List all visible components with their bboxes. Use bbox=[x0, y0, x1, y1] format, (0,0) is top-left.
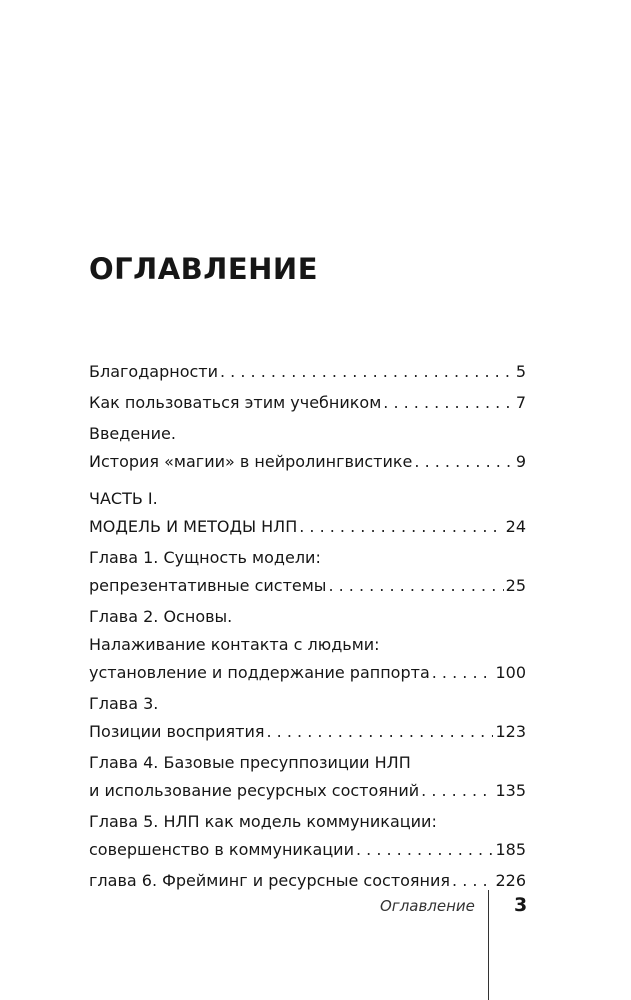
toc-entry-line: Введение. bbox=[89, 424, 176, 443]
toc-entry-page: 123 bbox=[495, 722, 526, 741]
page-title: ОГЛАВЛЕНИЕ bbox=[89, 252, 319, 286]
toc-entry-title: репрезентативные системы bbox=[89, 576, 327, 595]
toc-entry-page: 24 bbox=[505, 517, 526, 536]
toc-entry-page: 7 bbox=[515, 393, 526, 412]
toc-entry-row bbox=[89, 513, 526, 541]
toc-entry-page: 25 bbox=[505, 576, 526, 595]
toc-entry-row bbox=[89, 777, 526, 805]
toc-entry-row bbox=[89, 659, 526, 687]
toc-entry-title: и использование ресурсных состояний bbox=[89, 781, 420, 800]
toc-entry-title: совершенство в коммуникации bbox=[89, 840, 354, 859]
toc-entry bbox=[89, 749, 526, 805]
toc-entry-title: глава 6. Фрейминг и ресурсные состояния bbox=[89, 871, 451, 890]
toc-entry-title: Позиции восприятия bbox=[89, 722, 265, 741]
dot-leader bbox=[421, 777, 493, 805]
toc-entry bbox=[89, 544, 526, 600]
toc-entry-line: Глава 3. bbox=[89, 694, 159, 713]
toc-entry-page: 226 bbox=[495, 871, 526, 890]
toc-entry-row bbox=[89, 389, 526, 417]
page-number: 3 bbox=[514, 894, 528, 916]
toc-entry-line: Глава 2. Основы. bbox=[89, 607, 233, 626]
toc-entry bbox=[89, 358, 526, 386]
toc-entry-title: Как пользоваться этим учебником bbox=[89, 393, 382, 412]
dot-leader bbox=[267, 718, 494, 746]
toc-entry-page: 100 bbox=[495, 663, 526, 682]
toc-entry-title: История «магии» в нейролингвистике bbox=[89, 452, 413, 471]
toc-entry bbox=[89, 420, 526, 476]
toc-entry-row bbox=[89, 867, 526, 895]
toc-entry-page: 135 bbox=[495, 781, 526, 800]
dot-leader bbox=[299, 513, 503, 541]
toc-entry-page: 185 bbox=[495, 840, 526, 859]
toc-entry-row bbox=[89, 572, 526, 600]
toc-entry-row bbox=[89, 358, 526, 386]
dot-leader bbox=[356, 836, 493, 864]
toc-entry bbox=[89, 485, 526, 541]
toc-entry-line: ЧАСТЬ I. bbox=[89, 489, 158, 508]
toc-entry-line: Глава 5. НЛП как модель коммуникации: bbox=[89, 812, 437, 831]
dot-leader bbox=[220, 358, 514, 386]
toc-entry-title: Благодарности bbox=[89, 362, 218, 381]
toc-entry bbox=[89, 808, 526, 864]
toc-entry-row bbox=[89, 718, 526, 746]
toc-entry bbox=[89, 867, 526, 895]
table-of-contents bbox=[89, 358, 526, 895]
toc-entry-page: 5 bbox=[515, 362, 526, 381]
toc-entry-line: Глава 4. Базовые пресуппозиции НЛП bbox=[89, 753, 411, 772]
toc-entry bbox=[89, 603, 526, 687]
toc-entry-line: Налаживание контакта с людьми: bbox=[89, 635, 380, 654]
dot-leader bbox=[414, 448, 513, 476]
toc-entry-title: МОДЕЛЬ И МЕТОДЫ НЛП bbox=[89, 517, 298, 536]
running-footer-label: Оглавление bbox=[380, 897, 475, 915]
toc-entry bbox=[89, 690, 526, 746]
toc-entry-row bbox=[89, 448, 526, 476]
dot-leader bbox=[328, 572, 503, 600]
dot-leader bbox=[432, 659, 494, 687]
toc-entry bbox=[89, 389, 526, 417]
footer-divider bbox=[488, 890, 489, 1000]
toc-entry-row bbox=[89, 836, 526, 864]
toc-entry-page: 9 bbox=[515, 452, 526, 471]
toc-entry-title: установление и поддержание раппорта bbox=[89, 663, 430, 682]
dot-leader bbox=[383, 389, 514, 417]
toc-entry-line: Глава 1. Сущность модели: bbox=[89, 548, 321, 567]
